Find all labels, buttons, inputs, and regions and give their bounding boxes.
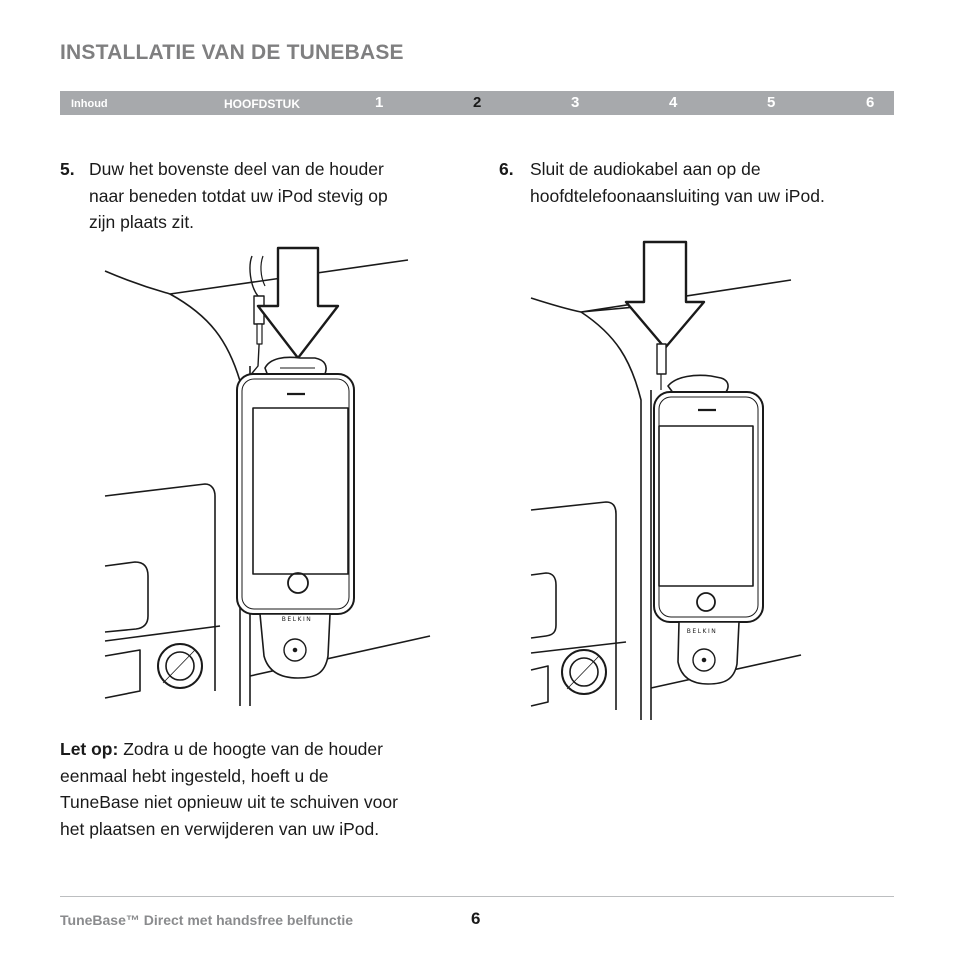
step-text <box>530 156 899 209</box>
step-number: 5. <box>60 159 75 179</box>
step-line: zijn plaats zit. <box>89 212 195 232</box>
step-line: Sluit de audiokabel aan op de <box>530 159 761 179</box>
note-line <box>60 736 460 763</box>
step-6 <box>499 156 899 212</box>
note-line: TuneBase niet opnieuw uit te schuiven voor <box>60 792 398 812</box>
step-line: Duw het bovenste deel van de houder <box>89 159 384 179</box>
step-line: naar beneden totdat uw iPod stevig op <box>89 185 388 206</box>
brand-label: BELKIN <box>281 616 313 623</box>
nav-contents-link[interactable]: Inhoud <box>71 98 108 110</box>
nav-chapter-5[interactable]: 5 <box>767 94 776 111</box>
nav-chapter-4[interactable]: 4 <box>669 94 678 111</box>
nav-chapter-6[interactable]: 6 <box>866 94 875 111</box>
footer-divider <box>60 896 894 897</box>
note-label: Let op: <box>60 739 119 759</box>
step-line: hoofdtelefoonaansluiting van uw iPod. <box>530 185 825 206</box>
note-line: het plaatsen en verwijderen van uw iPod. <box>60 818 380 839</box>
section-title: INSTALLATIE VAN DE TUNEBASE <box>60 41 404 64</box>
note-paragraph <box>60 736 460 842</box>
step-5 <box>60 156 460 238</box>
illustration-push-holder <box>100 246 440 712</box>
nav-chapter-label: HOOFDSTUK <box>224 97 300 111</box>
step-text <box>89 156 459 236</box>
brand-label: BELKIN <box>686 628 718 635</box>
nav-chapter-3[interactable]: 3 <box>571 94 580 111</box>
note-line: eenmaal hebt ingesteld, hoeft u de <box>60 765 329 786</box>
illustration-connect-cable <box>526 240 816 724</box>
nav-chapter-2[interactable]: 2 <box>473 94 482 111</box>
footer-product-name: TuneBase™ Direct met handsfree belfunctie <box>60 912 354 928</box>
step-number: 6. <box>499 159 514 179</box>
note-text: Zodra u de hoogte van de houder <box>118 739 383 759</box>
chapter-navbar <box>60 91 894 115</box>
page-number: 6 <box>471 909 481 928</box>
nav-chapter-1[interactable]: 1 <box>375 94 384 111</box>
